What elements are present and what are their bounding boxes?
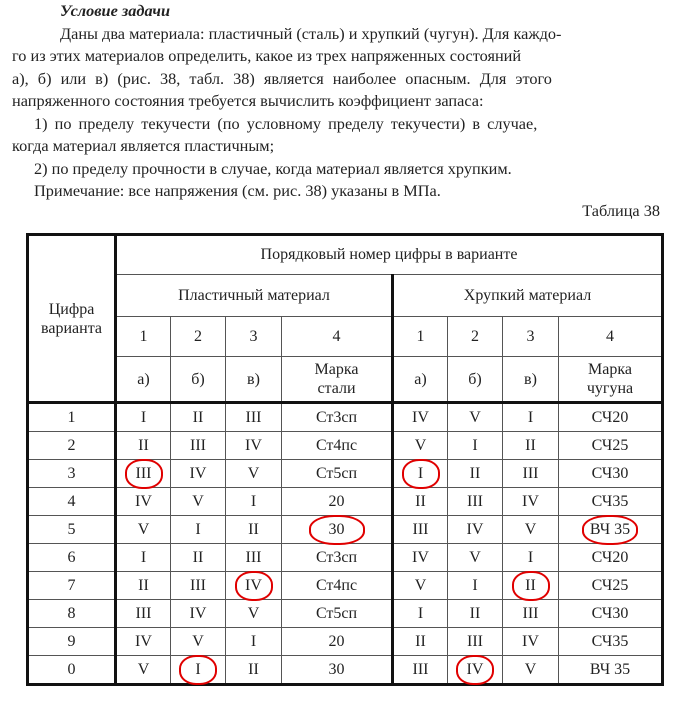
table-cell: [116, 600, 171, 628]
brittle-header: Хрупкий материал: [393, 275, 663, 317]
table-cell: [448, 572, 503, 600]
table-cell: [503, 600, 559, 628]
cell-value: СЧ35: [591, 492, 629, 510]
cell-value: III: [190, 436, 206, 454]
cell-value: V: [137, 660, 150, 678]
table-cell: [448, 488, 503, 516]
table-cell: [116, 628, 171, 656]
cell-value: I: [527, 548, 534, 566]
top-header: Порядковый номер цифры в варианте: [116, 235, 663, 275]
table-cell: [559, 516, 663, 544]
table-cell: [282, 600, 393, 628]
table-cell: [448, 600, 503, 628]
cell-value: 4: [67, 492, 76, 510]
table-cell: [226, 628, 282, 656]
cell-value: ВЧ 35: [589, 660, 631, 678]
column-number: 3: [503, 317, 559, 357]
table-row: [28, 600, 663, 628]
text-line: го из этих материалов определить, какое из трех напряженных состояний: [12, 46, 522, 65]
cell-value: II: [248, 520, 259, 538]
cell-value: IV: [412, 548, 429, 566]
table-cell: [226, 516, 282, 544]
cell-value: II: [415, 492, 426, 510]
cell-value: 30: [328, 660, 345, 678]
table-cell: [503, 628, 559, 656]
cell-value: II: [192, 408, 204, 426]
cell-value: Ст3сп: [315, 548, 358, 566]
cell-value: V: [247, 604, 260, 622]
table-row: [28, 460, 663, 488]
cell-value: СЧ20: [591, 408, 629, 426]
table-cell: [116, 403, 171, 432]
table-row: [28, 572, 663, 600]
table-cell: [559, 403, 663, 432]
cell-value: 0: [67, 660, 76, 678]
table-row: [28, 488, 663, 516]
cell-value: II: [192, 548, 204, 566]
cell-value: III: [467, 632, 483, 650]
cell-value: I: [472, 576, 478, 594]
cell-value: 7: [67, 576, 76, 594]
cell-value: II: [138, 576, 149, 594]
cell-value: V: [414, 436, 427, 454]
table-cell: [448, 656, 503, 685]
cell-value: Ст5сп: [315, 604, 358, 622]
table-row: [28, 432, 663, 460]
table-cell: [393, 544, 448, 572]
table-row: [28, 656, 663, 685]
cell-value: СЧ30: [591, 464, 629, 482]
table-cell: [282, 628, 393, 656]
column-subheader: б): [171, 357, 226, 403]
table-cell: [393, 628, 448, 656]
table-row: [28, 544, 663, 572]
table-cell: [448, 432, 503, 460]
cell-value: СЧ25: [591, 436, 629, 454]
cell-value: Ст4пс: [315, 576, 358, 594]
text-line: а), б) или в) (рис. 38, табл. 38) является наиболее опасным. Для этого: [12, 68, 552, 88]
column-number: 2: [448, 317, 503, 357]
cell-value: Ст5сп: [315, 464, 358, 482]
column-subheader: в): [503, 357, 559, 403]
variant-digit-cell: [28, 628, 116, 656]
table-cell: [503, 572, 559, 600]
cell-value: I: [250, 492, 257, 510]
cell-value: IV: [522, 492, 539, 510]
cell-value: I: [472, 436, 478, 454]
table-row: [28, 516, 663, 544]
table-cell: [448, 460, 503, 488]
table-cell: [171, 488, 226, 516]
column-subheader: Марка стали: [282, 357, 393, 403]
variant-digit-cell: [28, 488, 116, 516]
cell-value: I: [417, 604, 424, 622]
table-cell: [503, 656, 559, 685]
cell-value: III: [412, 520, 429, 538]
table-row: [28, 628, 663, 656]
cell-value: V: [469, 548, 481, 566]
cell-value: 20: [328, 632, 345, 650]
table-cell: [503, 516, 559, 544]
table-cell: [226, 460, 282, 488]
text-line: Примечание: все напряжения (см. рис. 38) указаны в МПа.: [34, 181, 441, 200]
table-cell: [393, 460, 448, 488]
table-cell: [171, 600, 226, 628]
table-cell: [116, 544, 171, 572]
cell-value: III: [522, 604, 539, 622]
column-subheader: Марка чугуна: [559, 357, 663, 403]
table-caption: Таблица 38: [582, 201, 660, 220]
variant-header: Цифра варианта: [28, 235, 116, 403]
column-number: 1: [116, 317, 171, 357]
table-cell: [393, 572, 448, 600]
column-subheader: а): [116, 357, 171, 403]
table-cell: [503, 544, 559, 572]
table-cell: [116, 488, 171, 516]
table-cell: [503, 432, 559, 460]
cell-value: V: [192, 632, 204, 650]
cell-value: 6: [67, 548, 76, 566]
variant-digit-cell: [28, 432, 116, 460]
cell-value: I: [250, 632, 257, 650]
text-line: когда материал является пластичным;: [12, 136, 275, 155]
table-row: [28, 403, 663, 432]
cell-value: Ст3сп: [315, 408, 358, 426]
cell-value: II: [525, 436, 536, 454]
cell-value: I: [140, 408, 147, 426]
table-cell: [503, 488, 559, 516]
column-number: 3: [226, 317, 282, 357]
cell-value: СЧ20: [591, 548, 629, 566]
cell-value: IV: [522, 632, 539, 650]
table-cell: [116, 516, 171, 544]
heading: Условие задачи: [60, 1, 171, 20]
cell-value: III: [412, 660, 429, 678]
cell-value: V: [247, 464, 260, 482]
variant-digit-cell: [28, 572, 116, 600]
table-cell: [282, 460, 393, 488]
cell-value: IV: [135, 632, 152, 650]
cell-value: 5: [67, 520, 76, 538]
table-cell: [393, 403, 448, 432]
cell-value: 20: [328, 492, 345, 510]
cell-value: СЧ30: [591, 604, 629, 622]
table-cell: [226, 432, 282, 460]
cell-value: II: [469, 464, 481, 482]
cell-value: 2: [67, 436, 76, 454]
cell-value: 3: [67, 464, 76, 482]
table-cell: [171, 544, 226, 572]
table-cell: [171, 628, 226, 656]
variant-digit-cell: [28, 656, 116, 685]
variants-table: [26, 233, 664, 686]
table-cell: [171, 572, 226, 600]
table-cell: [503, 460, 559, 488]
cell-value: I: [195, 520, 201, 538]
table-cell: [559, 600, 663, 628]
column-subheader: в): [226, 357, 282, 403]
column-number: 4: [282, 317, 393, 357]
cell-value: СЧ25: [591, 576, 629, 594]
table-cell: [282, 656, 393, 685]
cell-value: IV: [245, 436, 262, 454]
table-cell: [503, 403, 559, 432]
cell-value: 30: [328, 520, 345, 538]
table-cell: [448, 628, 503, 656]
table-cell: [559, 628, 663, 656]
table-cell: [282, 544, 393, 572]
column-subheader: б): [448, 357, 503, 403]
cell-value: I: [417, 464, 424, 482]
cell-value: III: [245, 408, 262, 426]
cell-value: 8: [67, 604, 76, 622]
table-cell: [226, 600, 282, 628]
cell-value: II: [138, 436, 149, 454]
column-subheader: а): [393, 357, 448, 403]
variant-digit-cell: [28, 600, 116, 628]
table-cell: [282, 432, 393, 460]
table-cell: [226, 488, 282, 516]
cell-value: V: [469, 408, 481, 426]
variant-digit-cell: [28, 516, 116, 544]
cell-value: IV: [412, 408, 429, 426]
table-cell: [393, 656, 448, 685]
table-cell: [393, 488, 448, 516]
cell-value: III: [522, 464, 539, 482]
table-cell: [448, 403, 503, 432]
cell-value: IV: [135, 492, 152, 510]
table-cell: [226, 656, 282, 685]
cell-value: Ст4пс: [315, 436, 358, 454]
cell-value: IV: [245, 576, 262, 594]
table-cell: [448, 544, 503, 572]
cell-value: 1: [67, 408, 76, 426]
table-cell: [171, 460, 226, 488]
table-cell: [393, 600, 448, 628]
table-cell: [226, 403, 282, 432]
cell-value: IV: [189, 464, 207, 482]
table-cell: [282, 403, 393, 432]
text-line: Даны два материала: пластичный (сталь) и хрупкий (чугун). Для каждо-: [60, 23, 562, 43]
table-cell: [171, 656, 226, 685]
table-cell: [226, 572, 282, 600]
table-cell: [282, 516, 393, 544]
table-cell: [393, 516, 448, 544]
table-cell: [116, 572, 171, 600]
text-line: 1) по пределу текучести (по условному пределу текучести) в случае,: [34, 113, 538, 133]
cell-value: IV: [466, 660, 484, 678]
table-cell: [116, 432, 171, 460]
cell-value: V: [137, 520, 150, 538]
cell-value: II: [248, 660, 259, 678]
table-cell: [559, 572, 663, 600]
table-cell: [282, 488, 393, 516]
cell-value: III: [245, 548, 262, 566]
cell-value: V: [192, 492, 204, 510]
table-cell: [282, 572, 393, 600]
table-cell: [559, 488, 663, 516]
column-number: 4: [559, 317, 663, 357]
cell-value: IV: [189, 604, 207, 622]
cell-value: СЧ35: [591, 632, 629, 650]
plastic-header: Пластичный материал: [116, 275, 393, 317]
cell-value: V: [414, 576, 427, 594]
cell-value: I: [140, 548, 147, 566]
column-number: 2: [171, 317, 226, 357]
cell-value: III: [190, 576, 206, 594]
table-cell: [448, 516, 503, 544]
cell-value: III: [467, 492, 483, 510]
table-cell: [559, 460, 663, 488]
cell-value: III: [135, 604, 152, 622]
cell-value: V: [524, 660, 537, 678]
table-cell: [559, 432, 663, 460]
cell-value: III: [135, 464, 152, 482]
variant-digit-cell: [28, 403, 116, 432]
cell-value: II: [415, 632, 426, 650]
variant-digit-cell: [28, 544, 116, 572]
table-cell: [116, 656, 171, 685]
table-cell: [171, 432, 226, 460]
cell-value: I: [195, 660, 201, 678]
table-cell: [559, 544, 663, 572]
cell-value: I: [527, 408, 534, 426]
cell-value: II: [469, 604, 481, 622]
cell-value: 9: [67, 632, 76, 650]
cell-value: V: [524, 520, 537, 538]
table-cell: [171, 516, 226, 544]
table-cell: [559, 656, 663, 685]
cell-value: ВЧ 35: [589, 520, 631, 538]
cell-value: IV: [466, 520, 484, 538]
text-line: напряженного состояния требуется вычислить коэффициент запаса:: [12, 91, 484, 110]
variant-digit-cell: [28, 460, 116, 488]
text-line: 2) по пределу прочности в случае, когда материал является хрупким.: [34, 158, 512, 178]
table-cell: [226, 544, 282, 572]
table-cell: [171, 403, 226, 432]
task-text: [12, 0, 660, 203]
column-number: 1: [393, 317, 448, 357]
table-cell: [393, 432, 448, 460]
table-cell: [116, 460, 171, 488]
cell-value: II: [525, 576, 536, 594]
